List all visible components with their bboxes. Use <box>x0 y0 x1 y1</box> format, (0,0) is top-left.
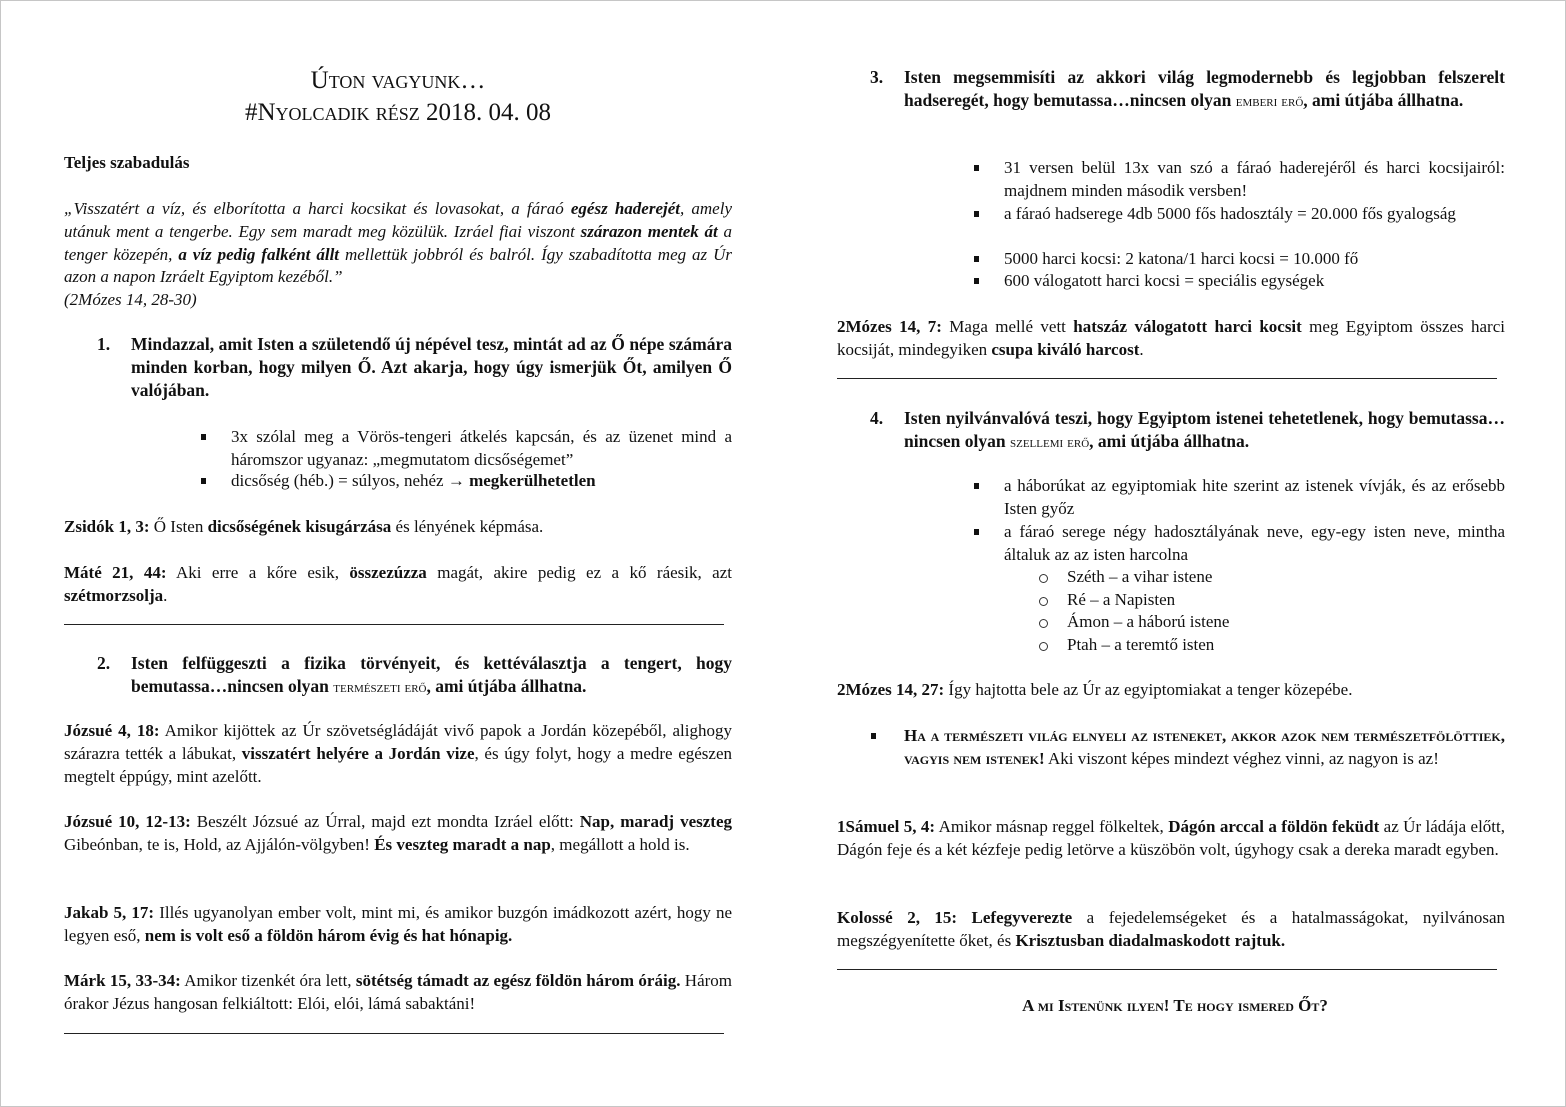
verse-mozes-7: 2Mózes 14, 7: Maga mellé vett hatszáz válogatott harci kocsit meg Egyiptom összes harci kocsiját, mindegyiken csupa kiváló harcost. <box>837 317 1505 359</box>
bullet-item: dicsőség (héb.) = súlyos, nehéz → megkerülhetetlen <box>201 470 732 493</box>
circle-bullet-icon <box>1039 642 1048 651</box>
point-number: 3. <box>870 67 884 87</box>
point-3: 3. Isten megsemmisíti az akkori világ legmodernebb és legjobban felszerelt hadseregét, hogy bemutassa…nincsen olyan emberi erő, ami útjába állhatna. <box>870 67 1505 110</box>
square-bullet-icon <box>974 256 979 262</box>
arrow-right-icon: → <box>447 471 465 490</box>
verse-reference: 1Sámuel 5, 4: <box>837 817 936 836</box>
square-bullet-icon <box>974 211 979 217</box>
emphasis-small-caps: szellemi erő <box>1010 434 1090 451</box>
verse-reference: Józsué 4, 18: <box>64 721 160 740</box>
circle-bullet-icon <box>1039 574 1048 583</box>
verse-jozsue-4: Józsué 4, 18: Amikor kijöttek az Úr szövetségládáját vivő papok a Jordán közepéből, alighogy szárazra tették a lábukat, visszatért helyére a Jordán vize, és úgy folyt, hogy a medre egészen megtelt éppúgy, mint azelőtt. <box>64 721 733 786</box>
verse-jozsue-10: Józsué 10, 12-13: Beszélt Józsué az Úrral, majd ezt mondta Izráel előtt: Nap, maradj veszteg Gibeónban, te is, Hold, az Ajjálón-völgyben! És veszteg maradt a nap, megállott a hold is. <box>64 812 733 854</box>
verse-reference: Márk 15, 33-34: <box>64 971 181 990</box>
verse-mozes-27: 2Mózes 14, 27: Így hajtotta bele az Úr az egyiptomiakat a tenger közepébe. <box>837 680 1353 699</box>
divider <box>64 624 724 625</box>
square-bullet-icon <box>201 478 206 484</box>
square-bullet-icon <box>974 165 979 171</box>
point-1 <box>97 333 732 403</box>
square-bullet-icon <box>974 483 979 489</box>
bullet-item: 600 válogatott harci kocsi = speciális egységek <box>974 270 1505 293</box>
divider <box>64 1033 724 1034</box>
point-number: 4. <box>870 408 884 428</box>
square-bullet-icon <box>974 278 979 284</box>
point-number: 1. <box>97 334 111 354</box>
verse-reference: 2Mózes 14, 7: <box>837 317 942 336</box>
emphasis-small-caps: természeti erő <box>333 679 427 696</box>
sub-bullet-item: Széth – a vihar istene <box>1039 566 1339 589</box>
verse-reference: Jakab 5, 17: <box>64 903 155 922</box>
square-bullet-icon <box>974 529 979 535</box>
emphasis-small-caps: emberi erő <box>1235 93 1304 110</box>
bullet-item: a háborúkat az egyiptomiak hite szerint az istenek vívják, és az erősebb Isten győz <box>974 475 1505 521</box>
title-line-1: Úton vagyunk… <box>310 67 486 94</box>
divider <box>837 969 1497 970</box>
bullet-item: 31 versen belül 13x van szó a fáraó haderejéről és harci kocsijairól: majdnem minden második versben! <box>974 157 1505 203</box>
verse-mate: Máté 21, 44: Aki erre a kőre esik, összezúzza magát, akire pedig ez a kő ráesik, azt szétmorzsolja. <box>64 563 732 605</box>
closing-statement: A mi Istenünk ilyen! Te hogy ismered Őt? <box>1022 996 1328 1015</box>
verse-kolosse: Kolossé 2, 15: Lefegyverezte a fejedelemségeket és a hatalmasságokat, nyilvánosan megszégyenítette őket, és Krisztusban diadalmaskodott rajtuk. <box>837 908 1506 950</box>
title-line-2: #Nyolcadik rész 2018. 04. 08 <box>244 99 552 126</box>
sub-bullet-item: Ptah – a teremtő isten <box>1039 634 1339 657</box>
point-text: Mindazzal, amit Isten a születendő új népével tesz, mintát ad az Ő népe számára minden korban, hogy milyen Ő. Azt akarja, hogy úgy ismerjük Őt, amilyen Ő valójában. <box>131 334 732 400</box>
verse-mark: Márk 15, 33-34: Amikor tizenkét óra lett, sötétség támadt az egész földön három óráig. Három órakor Jézus hangosan felkiáltott: Elói, elói, lámá sabaktáni! <box>64 971 732 1013</box>
sub-bullet-item: Ámon – a háború istene <box>1039 611 1339 634</box>
bullet-item: 3x szólal meg a Vörös-tengeri átkelés kapcsán, és az üzenet mind a háromszor ugyanaz: „megmutatom dicsőségemet” <box>201 426 732 472</box>
verse-reference: Zsidók 1, 3: <box>64 517 150 536</box>
statement-bullet: Ha a természeti világ elnyeli az isteneket, akkor azok nem természetfölöttiek, vagyis nem istenek! Aki viszont képes mindezt véghez vinni, az nagyon is az! <box>871 725 1505 795</box>
square-bullet-icon <box>201 434 206 440</box>
sub-bullet-item: Ré – a Napisten <box>1039 589 1339 612</box>
verse-reference: Kolossé 2, 15: <box>837 908 958 927</box>
exodus-quote: „Visszatért a víz, és elborította a harci kocsikat és lovasokat, a fáraó egész haderejét, amely utánuk ment a tengerbe. Egy sem maradt meg közülük. Izráel fiai viszont szárazon mentek át a tenger közepén, a víz pedig falként állt mellettük jobbról és balról. Így szabadította meg az Úr azon a napon Izráelt Egyiptom kezéből.” (2Mózes 14, 28-30) <box>64 199 733 310</box>
circle-bullet-icon <box>1039 619 1048 628</box>
circle-bullet-icon <box>1039 597 1048 606</box>
square-bullet-icon <box>871 733 876 739</box>
verse-samuel: 1Sámuel 5, 4: Amikor másnap reggel fölkeltek, Dágón arccal a földön feküdt az Úr ládája előtt, Dágón feje és a két kézfeje pedig letörve a küszöbön volt, úgyhogy csak a dereka maradt egyben. <box>837 817 1505 859</box>
verse-zsidok: Zsidók 1, 3: Ő Isten dicsőségének kisugárzása és lényének képmása. <box>64 517 544 536</box>
verse-reference: Józsué 10, 12-13: <box>64 812 191 831</box>
verse-reference: 2Mózes 14, 27: <box>837 680 945 699</box>
bullet-item: a fáraó serege négy hadosztályának neve, egy-egy isten neve, mintha általuk az az isten harcolna <box>974 521 1505 567</box>
section-heading: Teljes szabadulás <box>64 153 190 172</box>
verse-reference: Máté 21, 44: <box>64 563 167 582</box>
point-number: 2. <box>97 653 111 673</box>
bullet-item: 5000 harci kocsi: 2 katona/1 harci kocsi = 10.000 fő <box>974 248 1505 271</box>
point-2: 2. Isten felfüggeszti a fizika törvényeit, és kettéválasztja a tengert, hogy bemutassa…nincsen olyan természeti erő, ami útjába állhatna. <box>97 653 732 696</box>
point-4: 4. Isten nyilvánvalóvá teszi, hogy Egyiptom istenei tehetetlenek, hogy bemutassa…nincsen olyan szellemi erő, ami útjába állhatna. <box>870 408 1505 451</box>
verse-jakab: Jakab 5, 17: Illés ugyanolyan ember volt, mint mi, és amikor buzgón imádkozott azért, hogy ne legyen eső, nem is volt eső a földön három évig és hat hónapig. <box>64 903 732 945</box>
bullet-item: a fáraó hadserege 4db 5000 fős hadosztály = 20.000 fős gyalogság <box>974 203 1505 249</box>
emphasis-small-caps: Ha a természeti világ elnyeli az isteneket, akkor azok nem természetfölöttiek, vagyis nem istenek! <box>904 726 1505 768</box>
quote-reference: (2Mózes 14, 28-30) <box>64 290 197 310</box>
divider <box>837 378 1497 379</box>
